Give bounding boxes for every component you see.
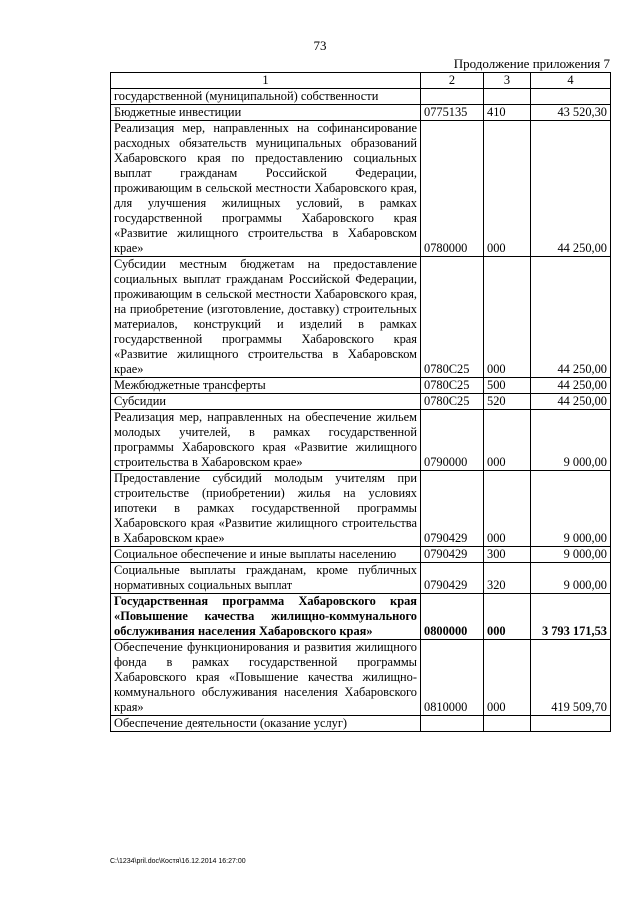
row-amount (531, 89, 611, 105)
row-amount: 9 000,00 (531, 471, 611, 547)
page-number: 73 (313, 38, 327, 53)
row-amount: 9 000,00 (531, 547, 611, 563)
header-col-3: 3 (484, 73, 531, 89)
row-amount: 44 250,00 (531, 257, 611, 378)
table-row (111, 547, 611, 563)
table-row (111, 105, 611, 121)
row-type (484, 716, 531, 732)
table-body (111, 89, 611, 732)
header-row (111, 73, 611, 89)
row-code: 0800000 (421, 594, 484, 640)
row-amount: 43 520,30 (531, 105, 611, 121)
header-col-1: 1 (111, 73, 421, 89)
row-type: 320 (484, 563, 531, 594)
row-name: Обеспечение функционирования и развития жилищного фонда в рамках государственной программы Хабаровского края «Повышение качества жилищно-коммунального обслуживания населения Хабаровского края» (111, 640, 421, 716)
row-name: Субсидии (111, 394, 421, 410)
row-type: 000 (484, 471, 531, 547)
row-code: 0780С25 (421, 257, 484, 378)
row-type: 520 (484, 394, 531, 410)
row-amount: 44 250,00 (531, 121, 611, 257)
table-row (111, 640, 611, 716)
row-amount: 419 509,70 (531, 640, 611, 716)
header-col-2: 2 (421, 73, 484, 89)
file-path-footer: C:\1234\pril.doc\Костя\16.12.2014 16:27:00 (110, 858, 246, 865)
row-amount: 9 000,00 (531, 563, 611, 594)
row-type: 000 (484, 257, 531, 378)
row-name: государственной (муниципальной) собственности (111, 89, 421, 105)
table-row (111, 121, 611, 257)
row-name: Субсидии местным бюджетам на предоставление социальных выплат гражданам Российской Федерации, проживающим в сельской местности Хабаровского края, на приобретение (изготовление, доставку) строительных материалов, конструкций и изделий в рамках государственной программы Хабаровского края «Развитие жилищного строительства в Хабаровском крае» (111, 257, 421, 378)
row-type: 000 (484, 640, 531, 716)
row-code: 0810000 (421, 640, 484, 716)
table-row (111, 594, 611, 640)
row-type: 500 (484, 378, 531, 394)
header-col-4: 4 (531, 73, 611, 89)
row-type: 300 (484, 547, 531, 563)
row-code: 0790429 (421, 563, 484, 594)
continuation-label: Продолжение приложения 7 (453, 56, 610, 71)
row-code: 0780С25 (421, 378, 484, 394)
table-row (111, 378, 611, 394)
row-amount: 44 250,00 (531, 394, 611, 410)
row-name: Межбюджетные трансферты (111, 378, 421, 394)
row-type: 000 (484, 121, 531, 257)
table-row (111, 89, 611, 105)
row-amount: 44 250,00 (531, 378, 611, 394)
row-amount: 3 793 171,53 (531, 594, 611, 640)
row-name: Социальные выплаты гражданам, кроме публичных нормативных социальных выплат (111, 563, 421, 594)
row-code: 0780С25 (421, 394, 484, 410)
row-name: Бюджетные инвестиции (111, 105, 421, 121)
row-type: 000 (484, 410, 531, 471)
row-code (421, 89, 484, 105)
row-code: 0780000 (421, 121, 484, 257)
table-row (111, 394, 611, 410)
row-name: Предоставление субсидий молодым учителям при строительстве (приобретении) жилья на условиях ипотеки в рамках государственной программы Хабаровского края «Развитие жилищного строительства в Хабаровском крае» (111, 471, 421, 547)
row-code: 0775135 (421, 105, 484, 121)
table-row (111, 471, 611, 547)
row-name: Реализация мер, направленных на обеспечение жильем молодых учителей, в рамках государственной программы Хабаровского края «Развитие жилищного строительства в Хабаровском крае» (111, 410, 421, 471)
row-name: Обеспечение деятельности (оказание услуг) (111, 716, 421, 732)
row-code: 0790429 (421, 471, 484, 547)
table-row (111, 716, 611, 732)
row-amount: 9 000,00 (531, 410, 611, 471)
budget-table (110, 72, 611, 732)
row-type: 000 (484, 594, 531, 640)
table-row (111, 257, 611, 378)
row-name: Реализация мер, направленных на софинансирование расходных обязательств муниципальных образований Хабаровского края по предоставлению социальных выплат гражданам Российской Федерации, проживающим в сельской местности Хабаровского края, для улучшения жилищных условий, в рамках государственной программы Хабаровского края «Развитие жилищного строительства в Хабаровском крае» (111, 121, 421, 257)
row-code (421, 716, 484, 732)
row-name: Социальное обеспечение и иные выплаты населению (111, 547, 421, 563)
row-type (484, 89, 531, 105)
table-row (111, 410, 611, 471)
row-name: Государственная программа Хабаровского края «Повышение качества жилищно-коммунального обслуживания населения Хабаровского края» (111, 594, 421, 640)
row-amount (531, 716, 611, 732)
row-code: 0790000 (421, 410, 484, 471)
table-row (111, 563, 611, 594)
row-code: 0790429 (421, 547, 484, 563)
row-type: 410 (484, 105, 531, 121)
